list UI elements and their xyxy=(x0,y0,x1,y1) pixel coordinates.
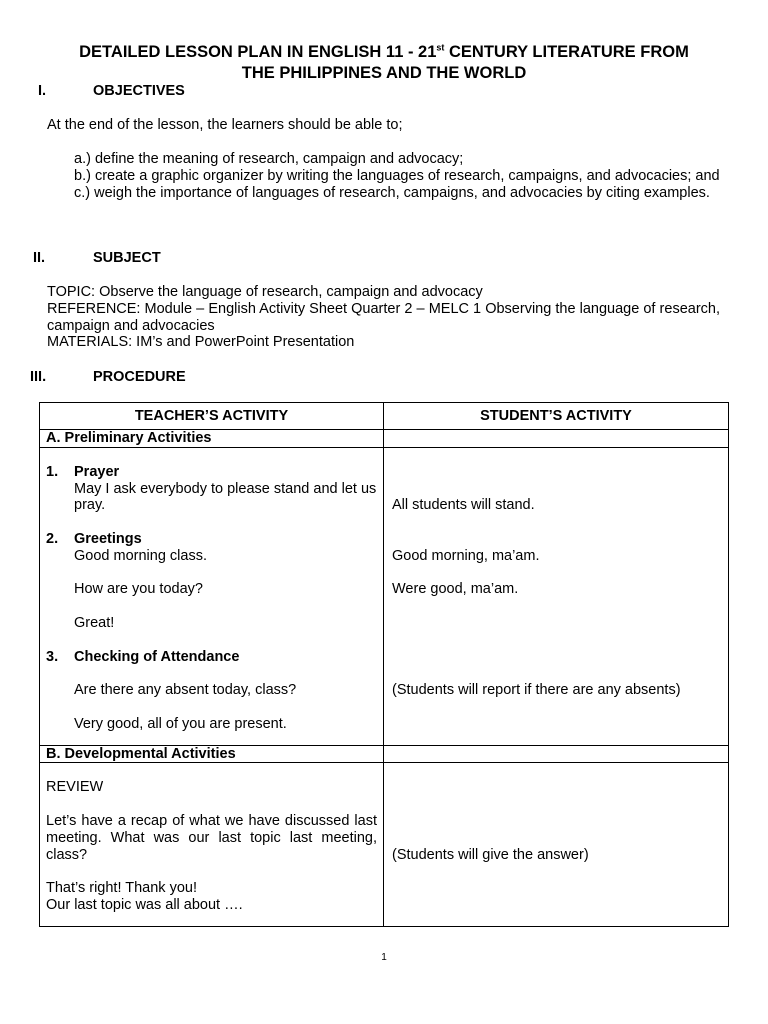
review-label: REVIEW xyxy=(46,779,104,796)
subject-reference: REFERENCE: Module – English Activity Sheet Quarter 2 – MELC 1 Observing the language of research, campaign and advocacies xyxy=(47,300,720,334)
objectives-list xyxy=(74,151,720,201)
objectives-label: OBJECTIVES xyxy=(93,83,185,99)
empty-cell xyxy=(384,745,729,763)
greetings-heading: 2. Greetings xyxy=(46,530,142,547)
subject-label: SUBJECT xyxy=(93,250,161,266)
prayer-student-response: All students will stand. xyxy=(392,497,535,514)
subject-details xyxy=(47,284,720,351)
review-teacher-text-1: That’s right! Thank you! xyxy=(46,880,197,897)
page-number: 1 xyxy=(381,952,387,963)
attendance-teacher-text-2: Very good, all of you are present. xyxy=(74,715,287,732)
objectives-intro: At the end of the lesson, the learners should be able to; xyxy=(47,117,403,133)
review-teacher-text-2: Our last topic was all about …. xyxy=(46,896,243,913)
prayer-teacher-text: May I ask everybody to please stand and let us pray. xyxy=(74,480,377,514)
subject-number: II. xyxy=(33,250,46,266)
review-student-response: (Students will give the answer) xyxy=(392,846,589,863)
attendance-student-response: (Students will report if there are any absents) xyxy=(392,682,681,699)
teacher-preliminary-cell xyxy=(40,447,384,745)
attendance-teacher-text-1: Are there any absent today, class? xyxy=(74,682,297,699)
objectives-number: I. xyxy=(38,83,47,99)
review-question: Let’s have a recap of what we have discussed last meeting. What was our last topic last meeting, class? xyxy=(46,812,377,863)
objective-item: a.) define the meaning of research, campaign and advocacy; xyxy=(74,151,464,167)
objective-item: b.) create a graphic organizer by writing the languages of research, campaigns, and advocacies; and xyxy=(74,167,720,184)
student-preliminary-cell xyxy=(384,447,729,745)
greetings-teacher-text-1: Good morning class. xyxy=(74,547,207,564)
student-developmental-cell xyxy=(384,763,729,926)
title-line-1: DETAILED LESSON PLAN IN ENGLISH 11 - 21st CENTURY LITERATURE FROM xyxy=(79,42,689,61)
student-activity-header: STUDENT’S ACTIVITY xyxy=(384,403,729,430)
preliminary-activities-row xyxy=(40,447,729,745)
greetings-student-response-1: Good morning, ma’am. xyxy=(392,547,540,564)
greetings-teacher-text-3: Great! xyxy=(74,614,115,631)
section-a-row xyxy=(40,430,729,448)
preliminary-activities-label: A. Preliminary Activities xyxy=(40,430,384,448)
subject-materials: MATERIALS: IM’s and PowerPoint Presentation xyxy=(47,334,355,351)
procedure-label: PROCEDURE xyxy=(93,369,186,385)
attendance-heading: 3. Checking of Attendance xyxy=(46,648,240,665)
developmental-activities-row xyxy=(40,763,729,926)
teacher-developmental-cell xyxy=(40,763,384,926)
developmental-activities-label: B. Developmental Activities xyxy=(40,745,384,763)
greetings-teacher-text-2: How are you today? xyxy=(74,581,203,598)
procedure-number: III. xyxy=(30,369,47,385)
table-header-row xyxy=(40,403,729,430)
procedure-table xyxy=(39,402,729,927)
empty-cell xyxy=(384,430,729,448)
subject-topic: TOPIC: Observe the language of research, campaign and advocacy xyxy=(47,284,483,300)
section-b-row xyxy=(40,745,729,763)
prayer-heading: 1. Prayer xyxy=(46,463,120,480)
greetings-student-response-2: Were good, ma’am. xyxy=(392,581,519,598)
teacher-activity-header: TEACHER’S ACTIVITY xyxy=(40,403,384,430)
document-title xyxy=(40,42,728,84)
objective-item: c.) weigh the importance of languages of research, campaigns, and advocacies by citing examples. xyxy=(74,184,710,201)
title-line-2: THE PHILIPPINES AND THE WORLD xyxy=(241,64,527,82)
